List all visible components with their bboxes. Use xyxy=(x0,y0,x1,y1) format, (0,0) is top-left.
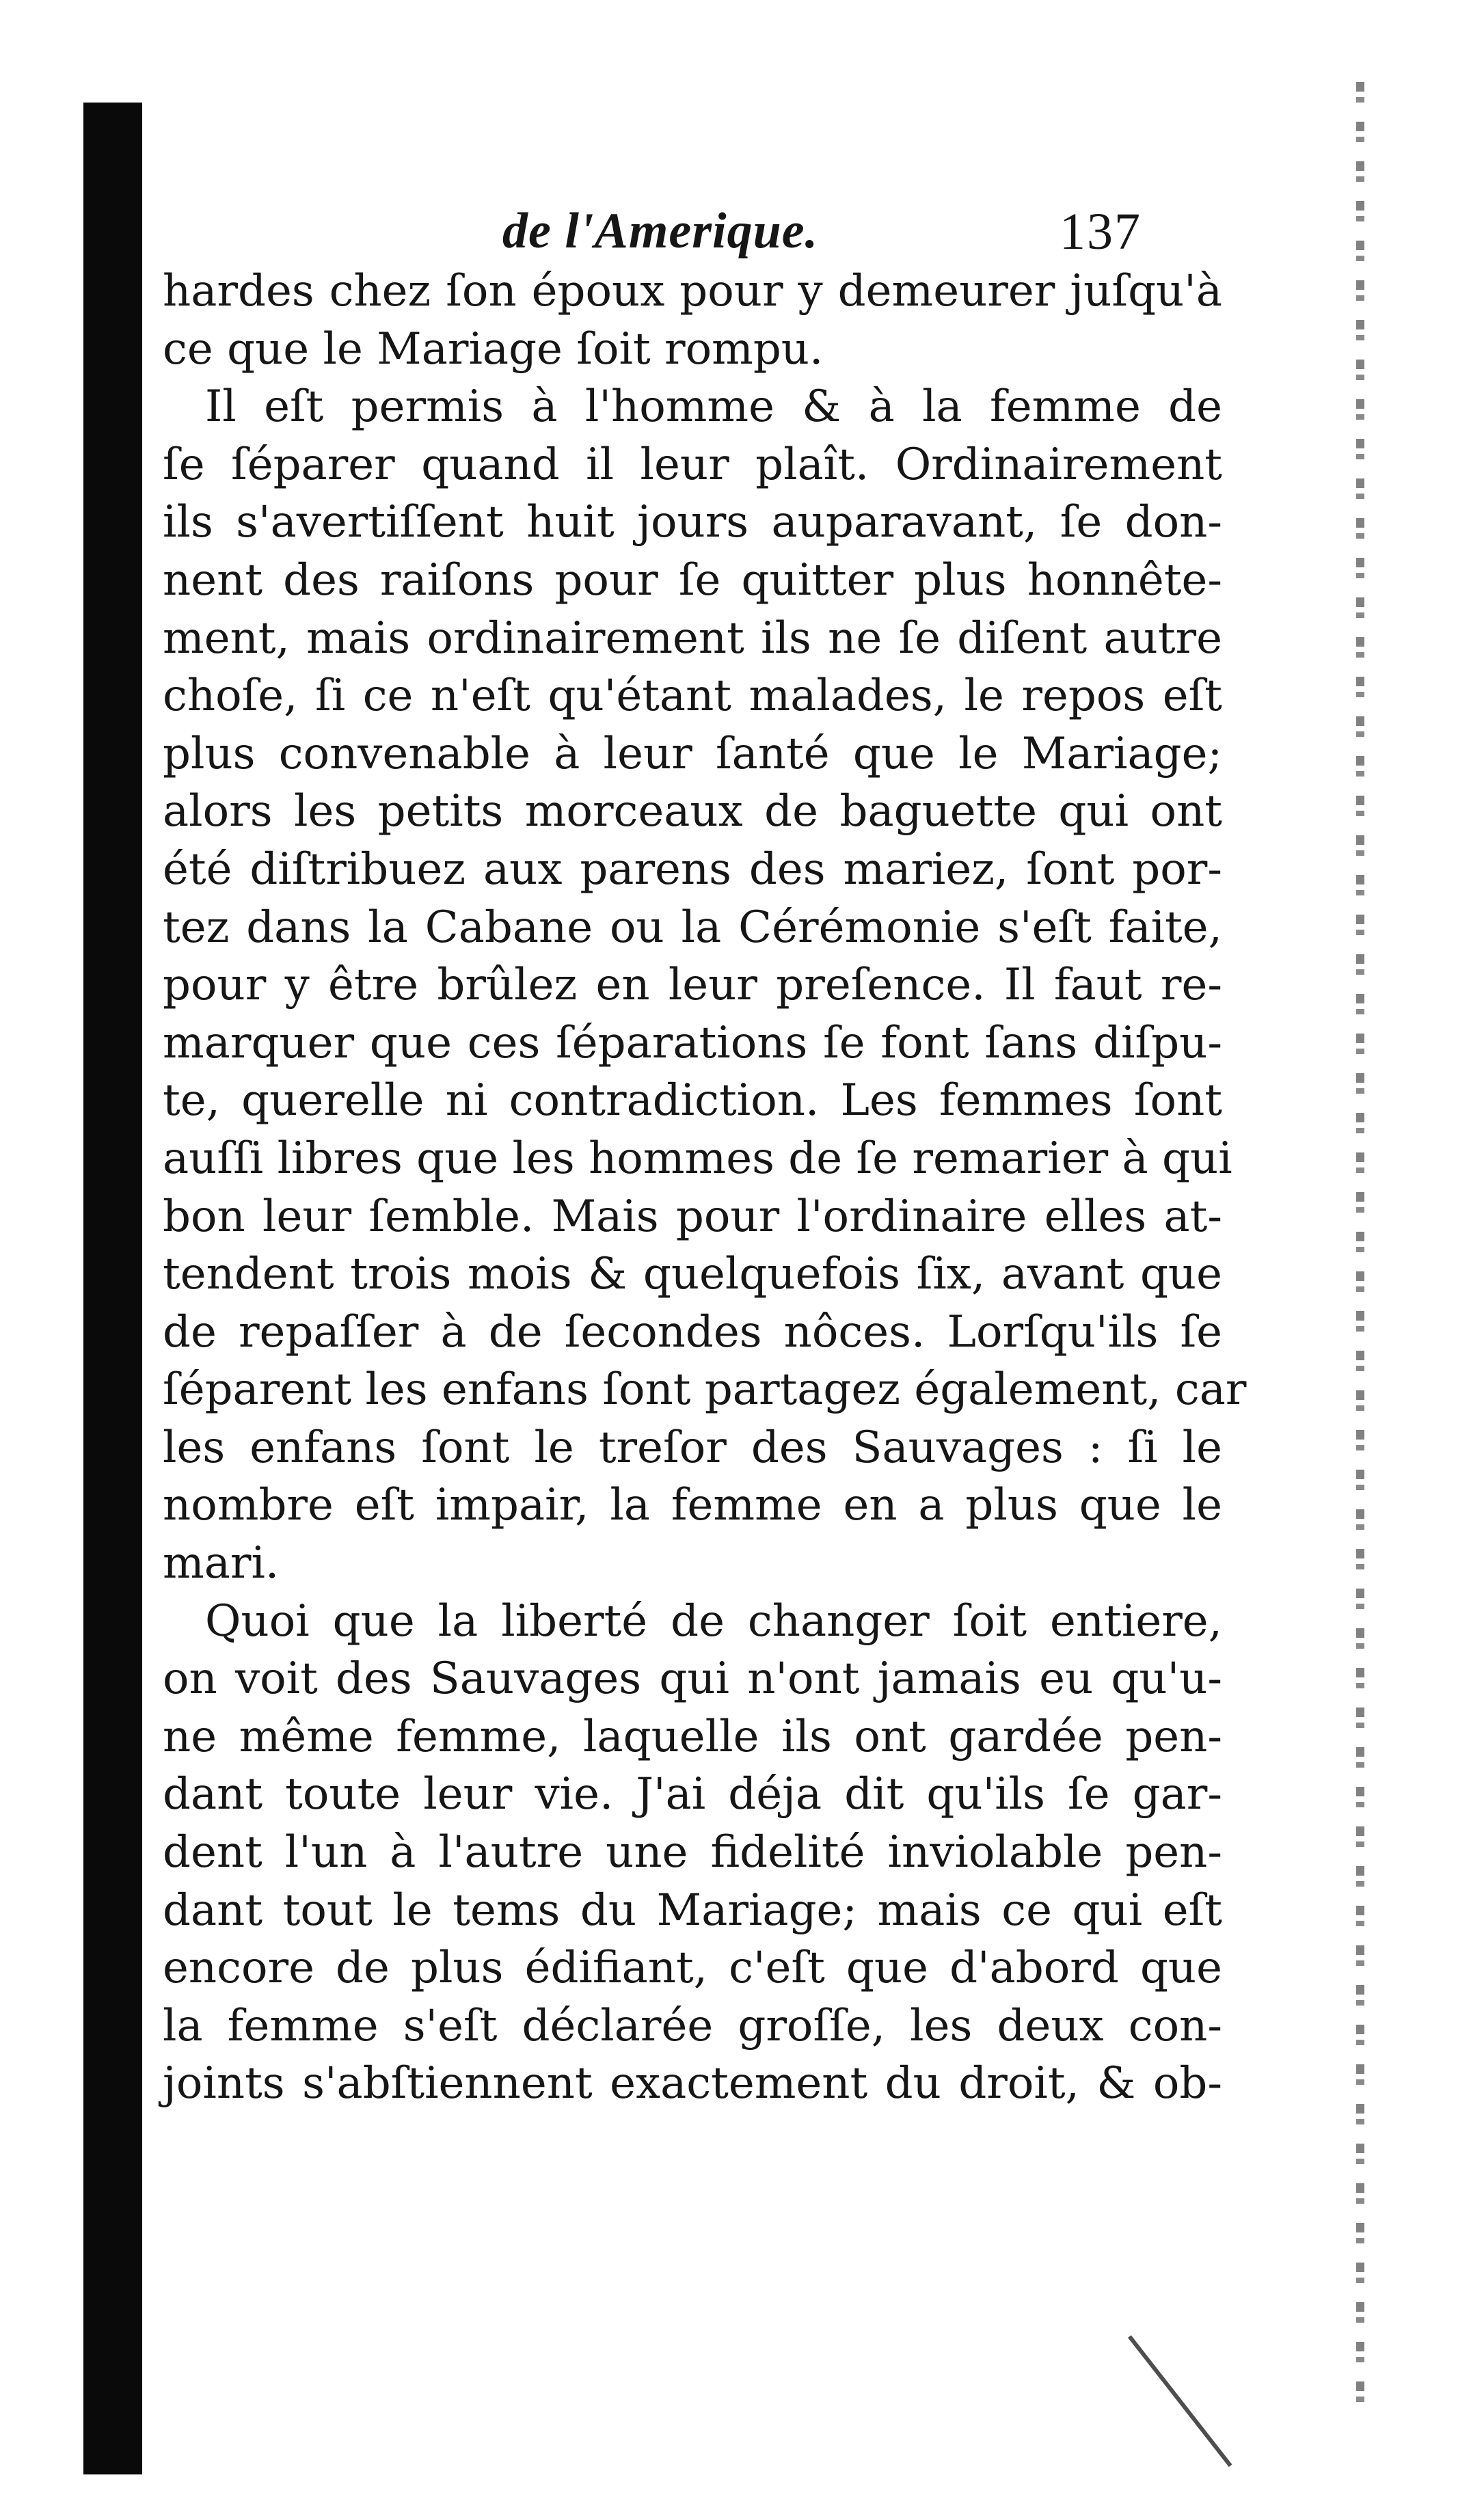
text-line: joints s'abſtiennent exactement du droit, & ob- xyxy=(163,2058,1222,2109)
page-edge-shadow xyxy=(1340,82,1381,2406)
text-line: de repaſſer à de ſecondes nôces. Lorſqu'ils ſe xyxy=(163,1306,1222,1358)
text-line: hardes chez ſon époux pour y demeurer juſqu'à xyxy=(163,266,1222,316)
text-line: ſe ſéparer quand il leur plaît. Ordinairement xyxy=(163,439,1222,490)
book-spine-shadow xyxy=(83,103,142,2474)
text-line: nombre eſt impair, la femme en a plus que le xyxy=(163,1480,1222,1531)
text-line: dant tout le tems du Mariage; mais ce qui eſt xyxy=(163,1885,1222,1936)
page-header xyxy=(0,202,1484,271)
text-line: alors les petits morceaux de baguette qui ont xyxy=(163,786,1222,837)
text-line: été diſtribuez aux parens des mariez, ſont por- xyxy=(163,843,1222,895)
text-line: marquer que ces ſéparations ſe font ſans diſpu- xyxy=(163,1017,1222,1068)
text-line: ils s'avertiſſent huit jours auparavant, ſe don- xyxy=(163,497,1222,548)
text-line: pour y être brûlez en leur preſence. Il faut re- xyxy=(163,960,1222,1011)
text-line: Il eſt permis à l'homme & à la femme de xyxy=(205,381,1222,433)
text-line: bon leur ſemble. Mais pour l'ordinaire elles at- xyxy=(163,1191,1222,1242)
text-line: ne même femme, laquelle ils ont gardée pen- xyxy=(163,1711,1222,1762)
text-line: dent l'un à l'autre une fidelité inviolable pen- xyxy=(163,1827,1222,1878)
text-line: tez dans la Cabane ou la Cérémonie s'eſt faite, xyxy=(163,902,1222,953)
text-line: Quoi que la liberté de changer ſoit entiere, xyxy=(205,1595,1222,1647)
text-line: les enfans ſont le treſor des Sauvages : ſi le xyxy=(163,1422,1222,1473)
text-line: encore de plus édifiant, c'eſt que d'abord que xyxy=(163,1943,1222,1994)
text-line: ment, mais ordinairement ils ne ſe diſent autre xyxy=(163,612,1222,664)
text-line: la femme s'eſt déclarée groſſe, les deux con- xyxy=(163,2000,1222,2051)
text-line: dant toute leur vie. J'ai déja dit qu'ils ſe gar- xyxy=(163,1769,1222,1820)
text-line: mari. xyxy=(163,1538,280,1589)
text-line: auſſi libres que les hommes de ſe remarier à qui xyxy=(163,1133,1232,1184)
running-title: de l'Amerique. xyxy=(502,203,819,259)
body-text xyxy=(163,262,1247,2113)
text-line: tendent trois mois & quelquefois ſix, avant que xyxy=(163,1249,1222,1300)
text-line: ce que le Mariage ſoit rompu. xyxy=(163,323,824,375)
text-line: te, querelle ni contradiction. Les femmes ſont xyxy=(163,1075,1222,1126)
scan-stroke-artifact xyxy=(1128,2335,1232,2467)
page-number: 137 xyxy=(1060,203,1142,260)
text-line: choſe, ſi ce n'eſt qu'étant malades, le repos eſt xyxy=(163,671,1222,722)
text-line: ſéparent les enfans ſont partagez également, car xyxy=(163,1364,1247,1416)
text-line: nent des raiſons pour ſe quitter plus honnête- xyxy=(163,554,1222,606)
text-line: on voit des Sauvages qui n'ont jamais eu qu'u- xyxy=(163,1654,1222,1705)
text-line: plus convenable à leur ſanté que le Mariage; xyxy=(163,728,1222,779)
